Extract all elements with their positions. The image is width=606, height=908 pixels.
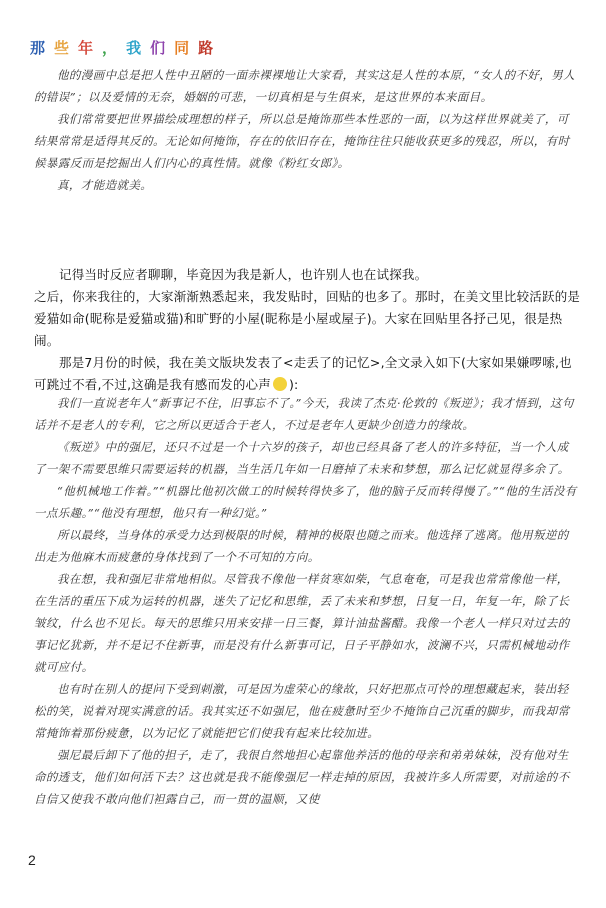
paragraph-text: 那是7月份的时候，我在美文版块发表了<走丢了的记忆>,全文录入如下(大家如果嫌啰嗦,也可跳过不看,不过,这确是我有感而发的心声 bbox=[34, 355, 572, 392]
paragraph: 之后，你来我往的，大家渐渐熟悉起来，我发贴时，回贴的也多了。那时，在美文里比较活跃的是爱猫如命(昵称是爱猫或猫)和旷野的小屋(昵称是小屋或屋子)。大家在回贴里各抒己见，很是热闹。 bbox=[34, 289, 581, 348]
header-char: 那 bbox=[30, 38, 49, 57]
header-char: 们 bbox=[150, 38, 169, 57]
page-number: 2 bbox=[28, 852, 36, 868]
paragraph: 我们常常要把世界描绘成理想的样子，所以总是掩饰那些本性恶的一面，以为这样世界就美了，可结果常常是适得其反的。无论如何掩饰，存在的依旧存在，掩饰往往只能收获更多的残忍，所以，有时候暴露反而是挖掘出人们内心的真性情。就像《粉红女郎》。 bbox=[34, 112, 570, 170]
paragraph: 记得当时反应者聊聊，毕竟因为我是新人，也许别人也在试探我。 bbox=[59, 267, 428, 282]
paragraph: 他的漫画中总是把人性中丑陋的一面赤裸裸地让大家看，其实这是人性的本原，“女人的不好，男人的错误”；以及爱情的无奈，婚姻的可悲，一切真相是与生俱来，是这世界的本来面目。 bbox=[34, 68, 575, 104]
page-header bbox=[30, 36, 216, 58]
print-block bbox=[34, 264, 584, 396]
paragraph: 强尼最后卸下了他的担子，走了，我很自然地担心起靠他养活的他的母亲和弟弟妹妹，没有他对生命的透支，他们如何活下去？这也就是我不能像强尼一样走掉的原因，我被许多人所需要，对前途的不自信又使我不敢向他们袒露自己，而一贯的温顺，又使 bbox=[34, 748, 570, 806]
header-char: 同 bbox=[174, 38, 193, 57]
smiley-emoji-icon bbox=[273, 377, 287, 391]
paragraph-text-tail: ): bbox=[288, 377, 299, 392]
header-char: 年 bbox=[78, 38, 97, 57]
header-char: ， bbox=[102, 38, 121, 57]
header-char: 我 bbox=[126, 38, 145, 57]
paragraph: 《叛逆》中的强尼，还只不过是一个十六岁的孩子，却也已经具备了老人的许多特征，当一个人成了一架不需要思维只需要运转的机器，当生活几年如一日磨掉了未来和梦想，那么记忆就显得多余了。 bbox=[34, 440, 570, 476]
paragraph: “他机械地工作着。”“机器比他初次做工的时候转得快多了，他的脑子反而转得慢了。”“他的生活没有一点乐趣。”“他没有理想，他只有一种幻觉。” bbox=[34, 484, 577, 520]
paragraph: 真，才能造就美。 bbox=[57, 178, 153, 192]
header-char: 些 bbox=[54, 38, 73, 57]
paragraph: 也有时在别人的提问下受到刺激，可是因为虚荣心的缘故，只好把那点可怜的理想藏起来，装出轻松的笑，说着对现实满意的话。我其实还不如强尼，他在疲惫时至少不掩饰自己沉重的脚步，而我却常常掩饰着那份疲惫，以为记忆了就能把它们使我有起来比较加进。 bbox=[34, 682, 570, 740]
paragraph: 我在想，我和强尼非常地相似。尽管我不像他一样贫寒如柴，气息奄奄，可是我也常常像他一样，在生活的重压下成为运转的机器，迷失了记忆和思维，丢了未来和梦想，日复一日，年复一年，除了长皱纹，什么也不见长。每天的思维只用来安排一日三餐，算计油盐酱醋。我像一个老人一样只对过去的事记忆犹新，并不是记不住新事，而是没有什么新事可记，日子平静如水，波澜不兴，只需机械地动作就可应付。 bbox=[34, 572, 570, 674]
paragraph bbox=[34, 352, 584, 396]
handwritten-block-1 bbox=[34, 64, 580, 196]
handwritten-block-2 bbox=[34, 392, 580, 810]
paragraph: 我们一直说老年人“新事记不住，旧事忘不了。”今天，我读了杰克·伦敦的《叛逆》；我才悟到，这句话并不是老人的专利，它之所以更适合于老人，不过是老年人更缺少创造力的缘故。 bbox=[34, 396, 574, 432]
paragraph: 所以最终，当身体的承受力达到极限的时候，精神的极限也随之而来。他选择了逃离。他用叛逆的出走为他麻木而疲惫的身体找到了一个不可知的方向。 bbox=[34, 528, 569, 564]
header-char: 路 bbox=[198, 38, 217, 57]
